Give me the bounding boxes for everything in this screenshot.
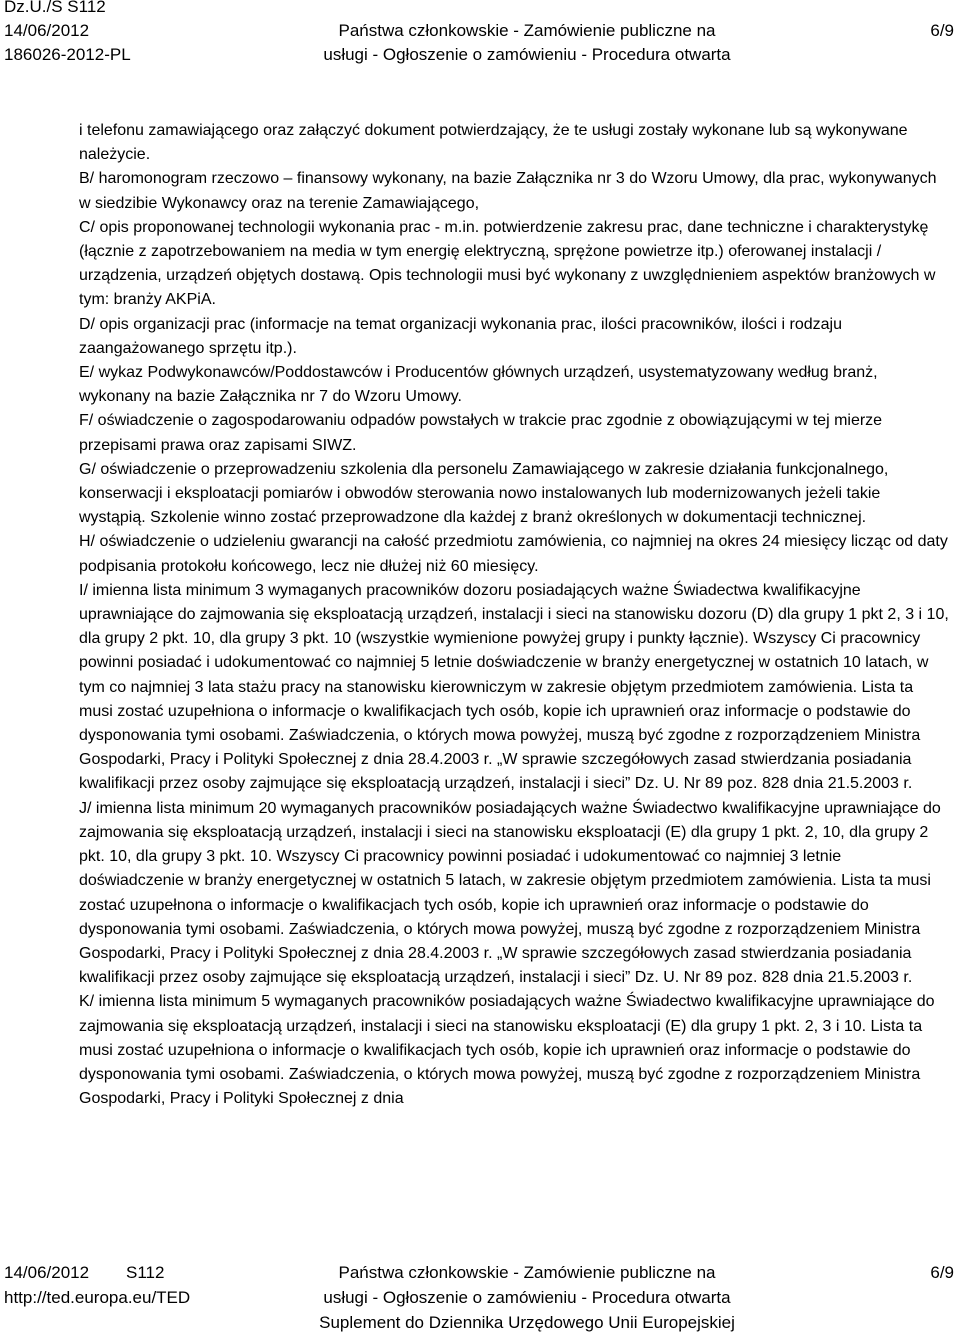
footer-series: S112 (126, 1263, 165, 1282)
paragraph-h: H/ oświadczenie o udzieleniu gwarancji na całość przedmiotu zamówienia, co najmniej na okres 24 miesięcy licząc od daty podpisania protokołu końcowego, lecz nie dłużej niż 60 miesięcy. (79, 533, 948, 575)
footer-title-line2: usługi - Ogłoszenie o zamówieniu - Procedura otwarta (323, 1288, 731, 1307)
paragraph-g: G/ oświadczenie o przeprowadzeniu szkolenia dla personelu Zamawiającego w zakresie działania funkcjonalnego, konserwacji i eksploatacji pomiarów i obwodów sterowania nowo instalowanych lub modernizowanych jeżeli takie wystąpią. Szkolenie winno zostać przeprowadzone dla każdej z branż określonych w dokumentacji technicznej. (79, 460, 889, 527)
footer-page-number: 6/9 (930, 1263, 954, 1282)
paragraph-d: D/ opis organizacji prac (informacje na temat organizacji wykonania prac, ilości pracowników, ilości i rodzaju zaangażowanego sprzętu itp.). (79, 315, 842, 357)
header-page-number: 6/9 (930, 21, 954, 40)
header-date: 14/06/2012 (4, 21, 90, 40)
document-body (79, 119, 949, 1111)
footer-url: http://ted.europa.eu/TED (4, 1288, 191, 1307)
header-title-line2: usługi - Ogłoszenie o zamówieniu - Procedura otwarta (323, 45, 731, 64)
header-title-line1: Państwa członkowskie - Zamówienie publiczne na (338, 21, 716, 40)
header-doc-ref: Dz.U./S S112 (4, 0, 106, 16)
footer-date: 14/06/2012 (4, 1263, 90, 1282)
paragraph-c: C/ opis proponowanej technologii wykonania prac - m.in. potwierdzenie zakresu prac, dane techniczne i charakterystykę (łącznie z zapotrzebowaniem na media w tym energię elektryczną, sprężone powietrze itp.) oferowanej instalacji / urządzenia, urządzeń objętych dostawą. Opis technologii musi być wykonany z uwzględnieniem aspektów branżowych w tym: branży AKPiA. (79, 218, 936, 309)
footer-title-line1: Państwa członkowskie - Zamówienie publiczne na (338, 1263, 716, 1282)
paragraph-intro: i telefonu zamawiającego oraz załączyć dokument potwierdzający, że te usługi zostały wykonane lub są wykonywane należycie. (79, 122, 908, 164)
paragraph-e: E/ wykaz Podwykonawców/Poddostawców i Producentów głównych urządzeń, usystematyzowany według branż, wykonany na bazie Załącznika nr 7 do Wzoru Umowy. (79, 364, 878, 406)
paragraph-i: I/ imienna lista minimum 3 wymaganych pracowników dozoru posiadających ważne Świadectwa kwalifikacyjne uprawniające do zajmowania się eksploatacją urządzeń, instalacji i sieci na stanowisku dozoru (D) dla grupy 1 pkt 2, 3 i 10, dla grupy 2 pkt. 10, dla grupy 3 pkt. 10 (wszystkie wymienione powyżej grupy i punkty łącznie). Wszyscy Ci pracownicy powinni posiadać i udokumentować co najmniej 5 letnie doświadczenie w branży energetycznej w ostatnich 10 latach, w tym co najmniej 3 lata stażu pracy na stanowisku kierowniczym w zakresie objętym przedmiotem zamówienia. Lista ta musi zostać uzupełniona o informacje o kwalifikacjach tych osób, kopie ich uprawnień oraz informacje o podstawie do dysponowania tymi osobami. Zaświadczenia, o których mowa powyżej, muszą być zgodne z rozporządzeniem Ministra Gospodarki, Pracy i Polityki Społecznej z dnia 28.4.2003 r. „W sprawie szczegółowych zasad stwierdzania posiadania kwalifikacji przez osoby zajmujące się eksploatacją urządzeń, instalacji i sieci” Dz. U. Nr 89 poz. 828 dnia 21.5.2003 r. (79, 581, 949, 793)
paragraph-j: J/ imienna lista minimum 20 wymaganych pracowników posiadających ważne Świadectwo kwalifikacyjne uprawniające do zajmowania się eksploatacją urządzeń, instalacji i sieci na stanowisku eksploatacji (E) dla grupy 1 pkt. 2, 10, dla grupy 2 pkt. 10, dla grupy 3 pkt. 10. Wszyscy Ci pracownicy powinni posiadać i udokumentować co najmniej 3 letnie doświadczenie w branży energetycznej w ostatnich 5 latach, w zakresie objętym przedmiotem zamówienia. Lista ta musi zostać uzupełnona o informacje o kwalifikacjach tych osób, kopie ich uprawnień oraz informacje o podstawie do dysponowania tymi osobami. Zaświadczenia, o których mowa powyżej, muszą być zgodne z rozporządzeniem Ministra Gospodarki, Pracy i Polityki Społecznej z dnia 28.4.2003 r. „W sprawie szczegółowych zasad stwierdzania posiadania kwalifikacji przez osoby zajmujące się eksploatacją urządzeń, instalacji i sieci” Dz. U. Nr 89 poz. 828 dnia 21.5.2003 r. (79, 799, 941, 987)
paragraph-f: F/ oświadczenie o zagospodarowaniu odpadów powstałych w trakcie prac zgodnie z obowiązującymi w tej mierze przepisami prawa oraz zapisami SIWZ. (79, 412, 883, 454)
header-notice-id: 186026-2012-PL (4, 45, 131, 64)
paragraph-b: B/ haromonogram rzeczowo – finansowy wykonany, na bazie Załącznika nr 3 do Wzoru Umowy, dla prac, wykonywanych w siedzibie Wykonawcy oraz na terenie Zamawiającego, (79, 170, 937, 212)
footer-title-line3: Suplement do Dziennika Urzędowego Unii Europejskiej (319, 1313, 735, 1332)
paragraph-k: K/ imienna lista minimum 5 wymaganych pracowników posiadających ważne Świadectwo kwalifikacyjne uprawniające do zajmowania się eksploatacją urządzeń, instalacji i sieci na stanowisku eksploatacji (E) dla grupy 1 pkt. 2, 3 i 10. Lista ta musi zostać uzupełniona o informacje o kwalifikacjach tych osób, kopie ich uprawnień oraz informacje o podstawie do dysponowania tymi osobami. Zaświadczenia, o których mowa powyżej, muszą być zgodne z rozporządzeniem Ministra Gospodarki, Pracy i Polityki Społecznej z dnia (79, 993, 935, 1108)
